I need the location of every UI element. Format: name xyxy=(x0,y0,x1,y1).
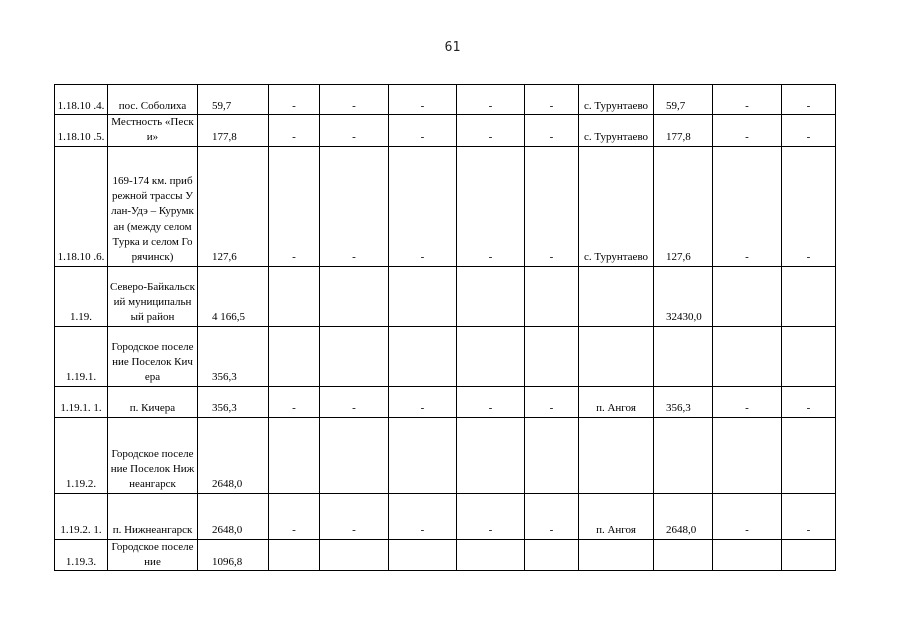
table-cell xyxy=(457,326,525,386)
table-cell: пос. Соболиха xyxy=(108,85,198,115)
table-cell xyxy=(713,539,782,571)
table-cell: 2648,0 xyxy=(198,417,269,493)
table-cell: - xyxy=(389,146,457,266)
table-row xyxy=(55,266,836,326)
table-cell: 1096,8 xyxy=(198,539,269,571)
table-cell xyxy=(713,266,782,326)
table-cell xyxy=(269,539,320,571)
table-cell: - xyxy=(320,146,389,266)
table-cell: - xyxy=(320,85,389,115)
table-cell: Городское поселение xyxy=(108,539,198,571)
table-cell: 177,8 xyxy=(654,115,713,147)
table-cell xyxy=(713,326,782,386)
table-cell: - xyxy=(525,386,579,417)
table-cell: - xyxy=(713,115,782,147)
table-cell: 59,7 xyxy=(198,85,269,115)
table-cell: - xyxy=(713,386,782,417)
table-cell: Городское поселение Поселок Кичера xyxy=(108,326,198,386)
table-cell xyxy=(579,326,654,386)
table-cell: 127,6 xyxy=(654,146,713,266)
table-cell: 169-174 км. прибрежной трассы Улан-Удэ – Курумкан (между селом Турка и селом Горячинск) xyxy=(108,146,198,266)
table-cell: - xyxy=(269,85,320,115)
table-cell: 356,3 xyxy=(198,326,269,386)
table-cell: 177,8 xyxy=(198,115,269,147)
table-cell xyxy=(389,326,457,386)
table-cell: с. Турунтаево xyxy=(579,115,654,147)
table-cell xyxy=(389,539,457,571)
table-cell xyxy=(457,266,525,326)
table-cell xyxy=(525,539,579,571)
table-cell: 1.19.2. 1. xyxy=(55,493,108,539)
table-cell: - xyxy=(457,146,525,266)
table-row xyxy=(55,326,836,386)
table-cell: - xyxy=(713,85,782,115)
table-row xyxy=(55,417,836,493)
table-cell: - xyxy=(525,146,579,266)
table-cell: 1.19.3. xyxy=(55,539,108,571)
table-cell xyxy=(579,539,654,571)
table-cell xyxy=(320,539,389,571)
table-cell xyxy=(320,326,389,386)
table-cell: - xyxy=(389,85,457,115)
table-cell: - xyxy=(457,85,525,115)
table-cell: п. Ангоя xyxy=(579,386,654,417)
table-cell: с. Турунтаево xyxy=(579,146,654,266)
table-cell xyxy=(579,417,654,493)
table-cell: 356,3 xyxy=(654,386,713,417)
table-row xyxy=(55,146,836,266)
table-cell: - xyxy=(782,146,836,266)
table-cell: 32430,0 xyxy=(654,266,713,326)
table-cell xyxy=(713,417,782,493)
table-cell: - xyxy=(389,115,457,147)
table-cell xyxy=(525,266,579,326)
table-row xyxy=(55,539,836,571)
table-cell: - xyxy=(457,115,525,147)
table-cell xyxy=(457,539,525,571)
table-cell: - xyxy=(269,115,320,147)
table-cell: - xyxy=(457,493,525,539)
table-cell: п. Ангоя xyxy=(579,493,654,539)
table-cell xyxy=(782,417,836,493)
table-cell: 1.19.1. xyxy=(55,326,108,386)
table-cell: - xyxy=(525,115,579,147)
table-cell: - xyxy=(782,85,836,115)
table-cell xyxy=(269,417,320,493)
table-cell: - xyxy=(782,115,836,147)
table-cell: с. Турунтаево xyxy=(579,85,654,115)
table-cell xyxy=(654,539,713,571)
table-cell: 1.19. xyxy=(55,266,108,326)
table-cell: - xyxy=(269,386,320,417)
table-cell: 1.19.2. xyxy=(55,417,108,493)
table-cell: - xyxy=(782,493,836,539)
table-cell xyxy=(654,326,713,386)
table-cell xyxy=(320,266,389,326)
table-cell xyxy=(579,266,654,326)
table-cell xyxy=(782,266,836,326)
table-cell: 59,7 xyxy=(654,85,713,115)
table-cell: 2648,0 xyxy=(198,493,269,539)
table-cell: Городское поселение Поселок Нижнеангарск xyxy=(108,417,198,493)
table-row xyxy=(55,493,836,539)
table-cell xyxy=(269,266,320,326)
table-cell xyxy=(782,326,836,386)
table-cell xyxy=(525,326,579,386)
table-cell xyxy=(389,266,457,326)
table-cell: - xyxy=(320,115,389,147)
table-cell xyxy=(389,417,457,493)
table-cell xyxy=(457,417,525,493)
table-cell: Северо-Байкальский муниципальный район xyxy=(108,266,198,326)
table-cell xyxy=(782,539,836,571)
table-cell: - xyxy=(525,493,579,539)
table-cell: п. Кичера xyxy=(108,386,198,417)
table-cell: 127,6 xyxy=(198,146,269,266)
table-cell: 1.18.10 .4. xyxy=(55,85,108,115)
table-cell: 1.19.1. 1. xyxy=(55,386,108,417)
table-cell: - xyxy=(269,146,320,266)
table-cell: - xyxy=(389,386,457,417)
table-cell: 356,3 xyxy=(198,386,269,417)
table-cell: 1.18.10 .6. xyxy=(55,146,108,266)
table-row xyxy=(55,115,836,147)
table-cell: - xyxy=(713,146,782,266)
table-cell: п. Нижнеангарск xyxy=(108,493,198,539)
table-cell xyxy=(525,417,579,493)
table-cell: - xyxy=(782,386,836,417)
table-cell: - xyxy=(320,493,389,539)
table-cell: - xyxy=(269,493,320,539)
page-number: 61 xyxy=(444,40,461,55)
table-cell: 1.18.10 .5. xyxy=(55,115,108,147)
table-cell: - xyxy=(457,386,525,417)
table-cell: Местность «Пески» xyxy=(108,115,198,147)
table-cell: 4 166,5 xyxy=(198,266,269,326)
table-cell: - xyxy=(320,386,389,417)
table-cell xyxy=(320,417,389,493)
data-table xyxy=(54,84,836,571)
table-cell: 2648,0 xyxy=(654,493,713,539)
table-cell xyxy=(654,417,713,493)
table-cell: - xyxy=(525,85,579,115)
table-cell: - xyxy=(713,493,782,539)
table-row xyxy=(55,85,836,115)
table-cell: - xyxy=(389,493,457,539)
table-cell xyxy=(269,326,320,386)
table-row xyxy=(55,386,836,417)
